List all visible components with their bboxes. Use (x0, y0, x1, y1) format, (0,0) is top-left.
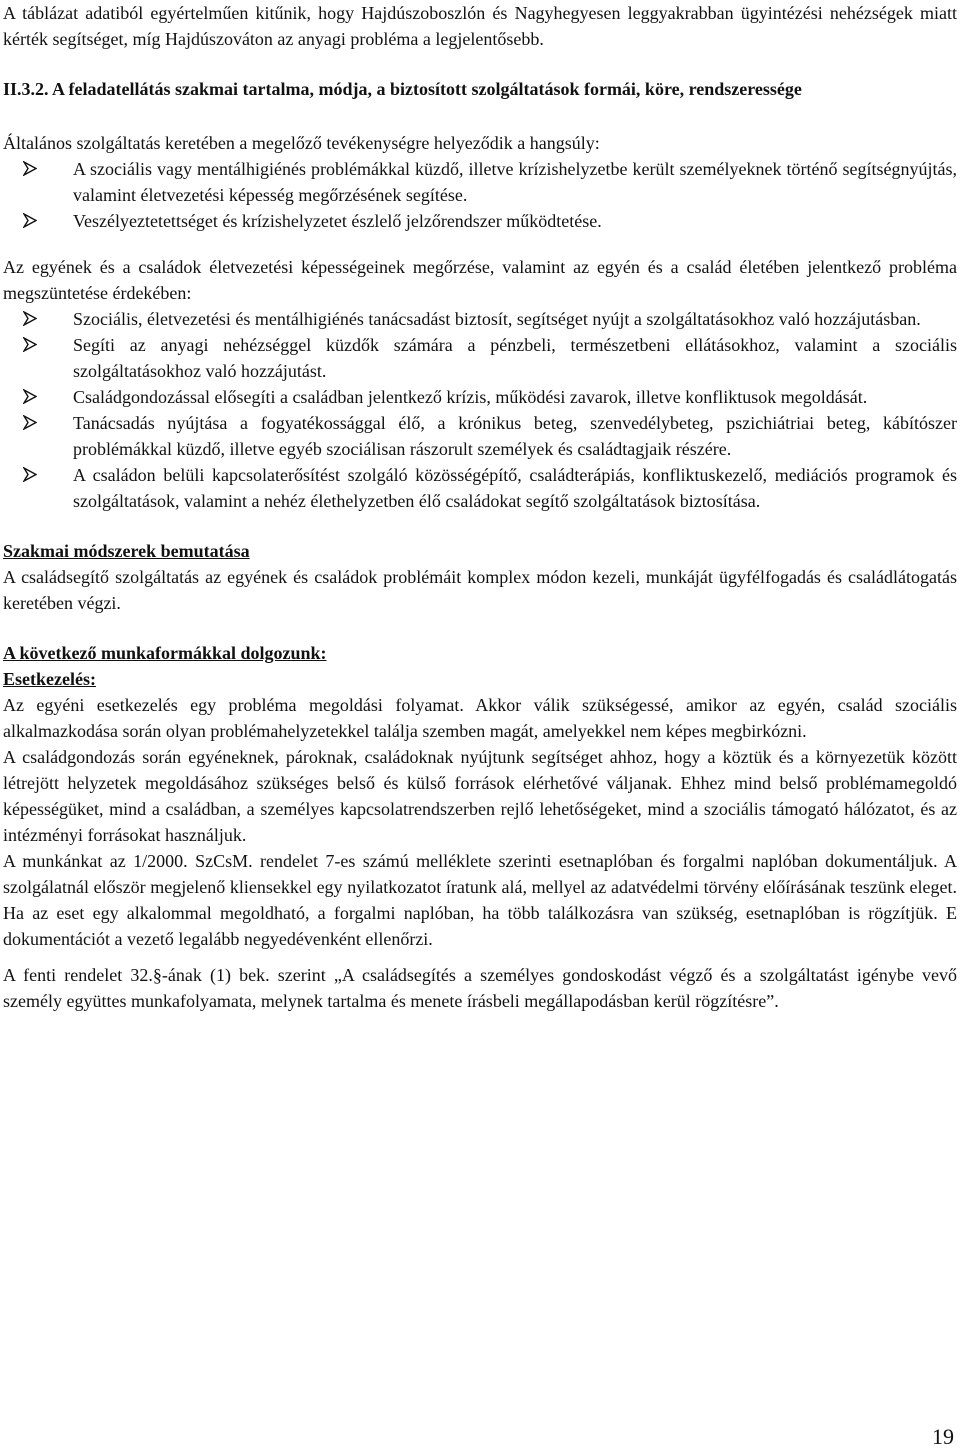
casework-paragraph: Az egyéni esetkezelés egy probléma megoldási folyamat. Akkor válik szükségessé, amikor az egyén, család szociális alkalmazkodása során olyan problémahelyzetekkel találja szemben magát, amelyekkel nem képes megbirkózni. (3, 695, 957, 741)
bullet-text: A családon belüli kapcsolaterősítést szolgáló közösségépítő, családterápiás, konfliktuskezelő, mediációs programok és szolgáltatások, valamint a nehéz élethelyzetben élő családokat segítő szolgáltatások biztosítása. (73, 465, 957, 511)
list-item (3, 332, 957, 384)
list-item (3, 462, 957, 514)
section-heading: II.3.2. A feladatellátás szakmai tartalma, módja, a biztosított szolgáltatások formái, köre, rendszeressége (3, 79, 802, 99)
intro-paragraph: A táblázat adatiból egyértelműen kitűnik, hogy Hajdúszoboszlón és Nagyhegyesen leggyakrabban ügyintézési nehézségek miatt kérték segítséget, míg Hajdúszováton az anyagi probléma a legjelentősebb. (3, 3, 957, 49)
individual-bullet-list (3, 306, 957, 514)
general-intro: Általános szolgáltatás keretében a megelőző tevékenységre helyeződik a hangsúly: (3, 133, 600, 153)
bullet-text: A szociális vagy mentálhigiénés problémákkal küzdő, illetve krízishelyzetbe került személyeknek történő segítségnyújtás, valamint életvezetési képesség megőrzésének segítése. (73, 159, 957, 205)
methods-text: A családsegítő szolgáltatás az egyének és családok problémáit komplex módon kezeli, munkáját ügyfélfogadás és családlátogatás keretében végzi. (3, 567, 957, 613)
bullet-text: Szociális, életvezetési és mentálhigiénés tanácsadást biztosít, segítséget nyújt a szolgáltatásokhoz való hozzájutásban. (73, 309, 921, 329)
list-item (3, 410, 957, 462)
casework-heading: Esetkezelés: (3, 669, 96, 689)
casework-paragraph: A családgondozás során egyéneknek, pároknak, családoknak nyújtunk segítséget ahhoz, hogy a köztük és a környezetük között létrejött helyzetek megoldásához szükséges belső és külső források elérhetővé váljanak. Ehhez mind belső problémamegoldó képességüket, mind a családban, a személyes kapcsolatrendszerben rejlő lehetőségeket, mind a szociális támogató hálózatot, és az intézményi forrásokat használjuk. (3, 747, 957, 845)
bullet-text: Családgondozással elősegíti a családban jelentkező krízis, működési zavarok, illetve konfliktusok megoldását. (73, 387, 868, 407)
bullet-text: Segíti az anyagi nehézséggel küzdők számára a pénzbeli, természetbeni ellátásokhoz, valamint a szociális szolgáltatásokhoz való hozzájutást. (73, 335, 957, 381)
list-item (3, 306, 957, 332)
list-item (3, 156, 957, 208)
arrow-bullet-icon (23, 389, 37, 404)
page-number: 19 (932, 1424, 954, 1449)
bullet-text: Veszélyeztetettséget és krízishelyzetet észlelő jelzőrendszer működtetése. (73, 211, 602, 231)
arrow-bullet-icon (23, 161, 37, 176)
list-item (3, 208, 957, 234)
bullet-text: Tanácsadás nyújtása a fogyatékossággal élő, a krónikus beteg, szenvedélybeteg, pszichiátriai beteg, kábítószer problémákkal küzdő, illetve egyéb szociálisan rászorult személyek és családtagjaik részére. (73, 413, 957, 459)
methods-heading: Szakmai módszerek bemutatása (3, 541, 250, 561)
list-item (3, 384, 957, 410)
final-paragraph: A fenti rendelet 32.§-ának (1) bek. szerint „A családsegítés a személyes gondoskodást végző és a szolgáltatást igénybe vevő személy együttes munkafolyamata, melynek tartalma és menete írásbeli megállapodásban kerül rögzítésre”. (3, 965, 957, 1011)
individual-intro: Az egyének és a családok életvezetési képességeinek megőrzése, valamint az egyén és a család életében jelentkező probléma megszüntetése érdekében: (3, 257, 957, 303)
casework-paragraph: A munkánkat az 1/2000. SzCsM. rendelet 7-es számú melléklete szerinti esetnaplóban és forgalmi naplóban dokumentáljuk. A szolgálatnál először megjelenő kliensekkel egy nyilatkozatot íratunk alá, mellyel az adatvédelmi törvény előírásának teszünk eleget. Ha az eset egy alkalommal megoldható, a forgalmi naplóban, ha több találkozásra van szükség, esetnaplóban is rögzítjük. E dokumentációt a vezető legalább negyedévenként ellenőrzi. (3, 851, 957, 949)
document-page (3, 0, 957, 1014)
arrow-bullet-icon (23, 337, 37, 352)
arrow-bullet-icon (23, 213, 37, 228)
workforms-heading: A következő munkaformákkal dolgozunk: (3, 643, 327, 663)
arrow-bullet-icon (23, 467, 37, 482)
arrow-bullet-icon (23, 311, 37, 326)
arrow-bullet-icon (23, 415, 37, 430)
general-bullet-list (3, 156, 957, 234)
